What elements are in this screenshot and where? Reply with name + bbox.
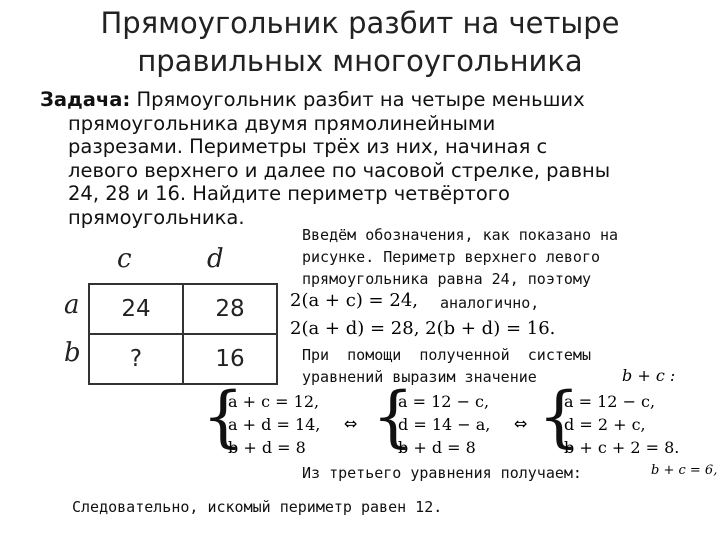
system-1-eq-2: a + d = 14, xyxy=(228,415,321,434)
equation-1: 2(a + c) = 24, xyxy=(290,290,418,311)
cell-bottom-left: ? xyxy=(89,334,183,384)
col-label-d: d xyxy=(207,244,224,274)
third-equation-text: Из третьего уравнения получаем: xyxy=(302,464,582,482)
explanation-line-5: уравнений выразим значение xyxy=(302,368,537,386)
third-equation-result: b + c = 6, xyxy=(651,463,718,478)
task-line-5: 24, 28 и 16. Найдите периметр четвёртого xyxy=(68,182,510,205)
row-label-a: a xyxy=(64,290,80,320)
system-1 xyxy=(228,390,320,459)
task-line-1: Прямоугольник разбит на четыре меньших xyxy=(130,88,585,111)
equivalence-arrow-2: ⇔ xyxy=(514,414,528,433)
task-label: Задача: xyxy=(40,88,131,111)
conclusion: Следовательно, искомый периметр равен 12. xyxy=(72,498,443,516)
system-1-eq-3: b + d = 8 xyxy=(228,438,306,457)
brace-system-3: { xyxy=(538,378,580,455)
system-1-eq-1: a + c = 12, xyxy=(228,392,320,411)
rectangle-figure xyxy=(88,283,278,385)
explanation-line-3: прямоугольника равна 24, поэтому xyxy=(302,270,591,288)
system-2-eq-1: a = 12 − c, xyxy=(398,392,490,411)
title-line-2: правильных многоугольника xyxy=(137,44,583,78)
task-line-4: левого верхнего и далее по часовой стрелке, равны xyxy=(68,158,611,182)
target-expression: b + c : xyxy=(622,366,676,385)
system-2-eq-2: d = 14 − a, xyxy=(398,415,491,434)
cell-bottom-right: 16 xyxy=(183,334,277,384)
system-2-eq-3: b + d = 8 xyxy=(398,438,476,457)
equivalence-arrow-1: ⇔ xyxy=(344,414,358,433)
brace-system-1: { xyxy=(202,378,244,455)
cell-top-right: 28 xyxy=(183,284,277,334)
brace-system-2: { xyxy=(372,378,414,455)
cell-top-left: 24 xyxy=(89,284,183,334)
task-statement xyxy=(40,88,700,229)
system-2 xyxy=(398,390,490,459)
row-label-b: b xyxy=(64,338,81,368)
explanation-line-4: При помощи полученной системы xyxy=(302,346,591,364)
col-label-c: c xyxy=(117,244,132,274)
explanation-analog: аналогично, xyxy=(440,294,540,312)
equation-2: 2(a + d) = 28, 2(b + d) = 16. xyxy=(290,318,556,339)
system-3-eq-3: b + c + 2 = 8. xyxy=(564,438,680,457)
task-line-3: разрезами. Периметры трёх из них, начиная с xyxy=(68,135,548,158)
slide-title xyxy=(0,4,720,80)
explanation-line-1: Введём обозначения, как показано на xyxy=(302,226,619,244)
title-line-1: Прямоугольник разбит на четыре xyxy=(100,6,620,40)
system-3-eq-1: a = 12 − c, xyxy=(564,392,656,411)
explanation-line-2: рисунке. Периметр верхнего левого xyxy=(302,248,601,266)
system-3-eq-2: d = 2 + c, xyxy=(564,415,646,434)
system-3 xyxy=(564,390,679,459)
task-line-2: прямоугольника двумя прямолинейными xyxy=(68,111,496,135)
task-line-6: прямоугольника. xyxy=(68,205,245,229)
